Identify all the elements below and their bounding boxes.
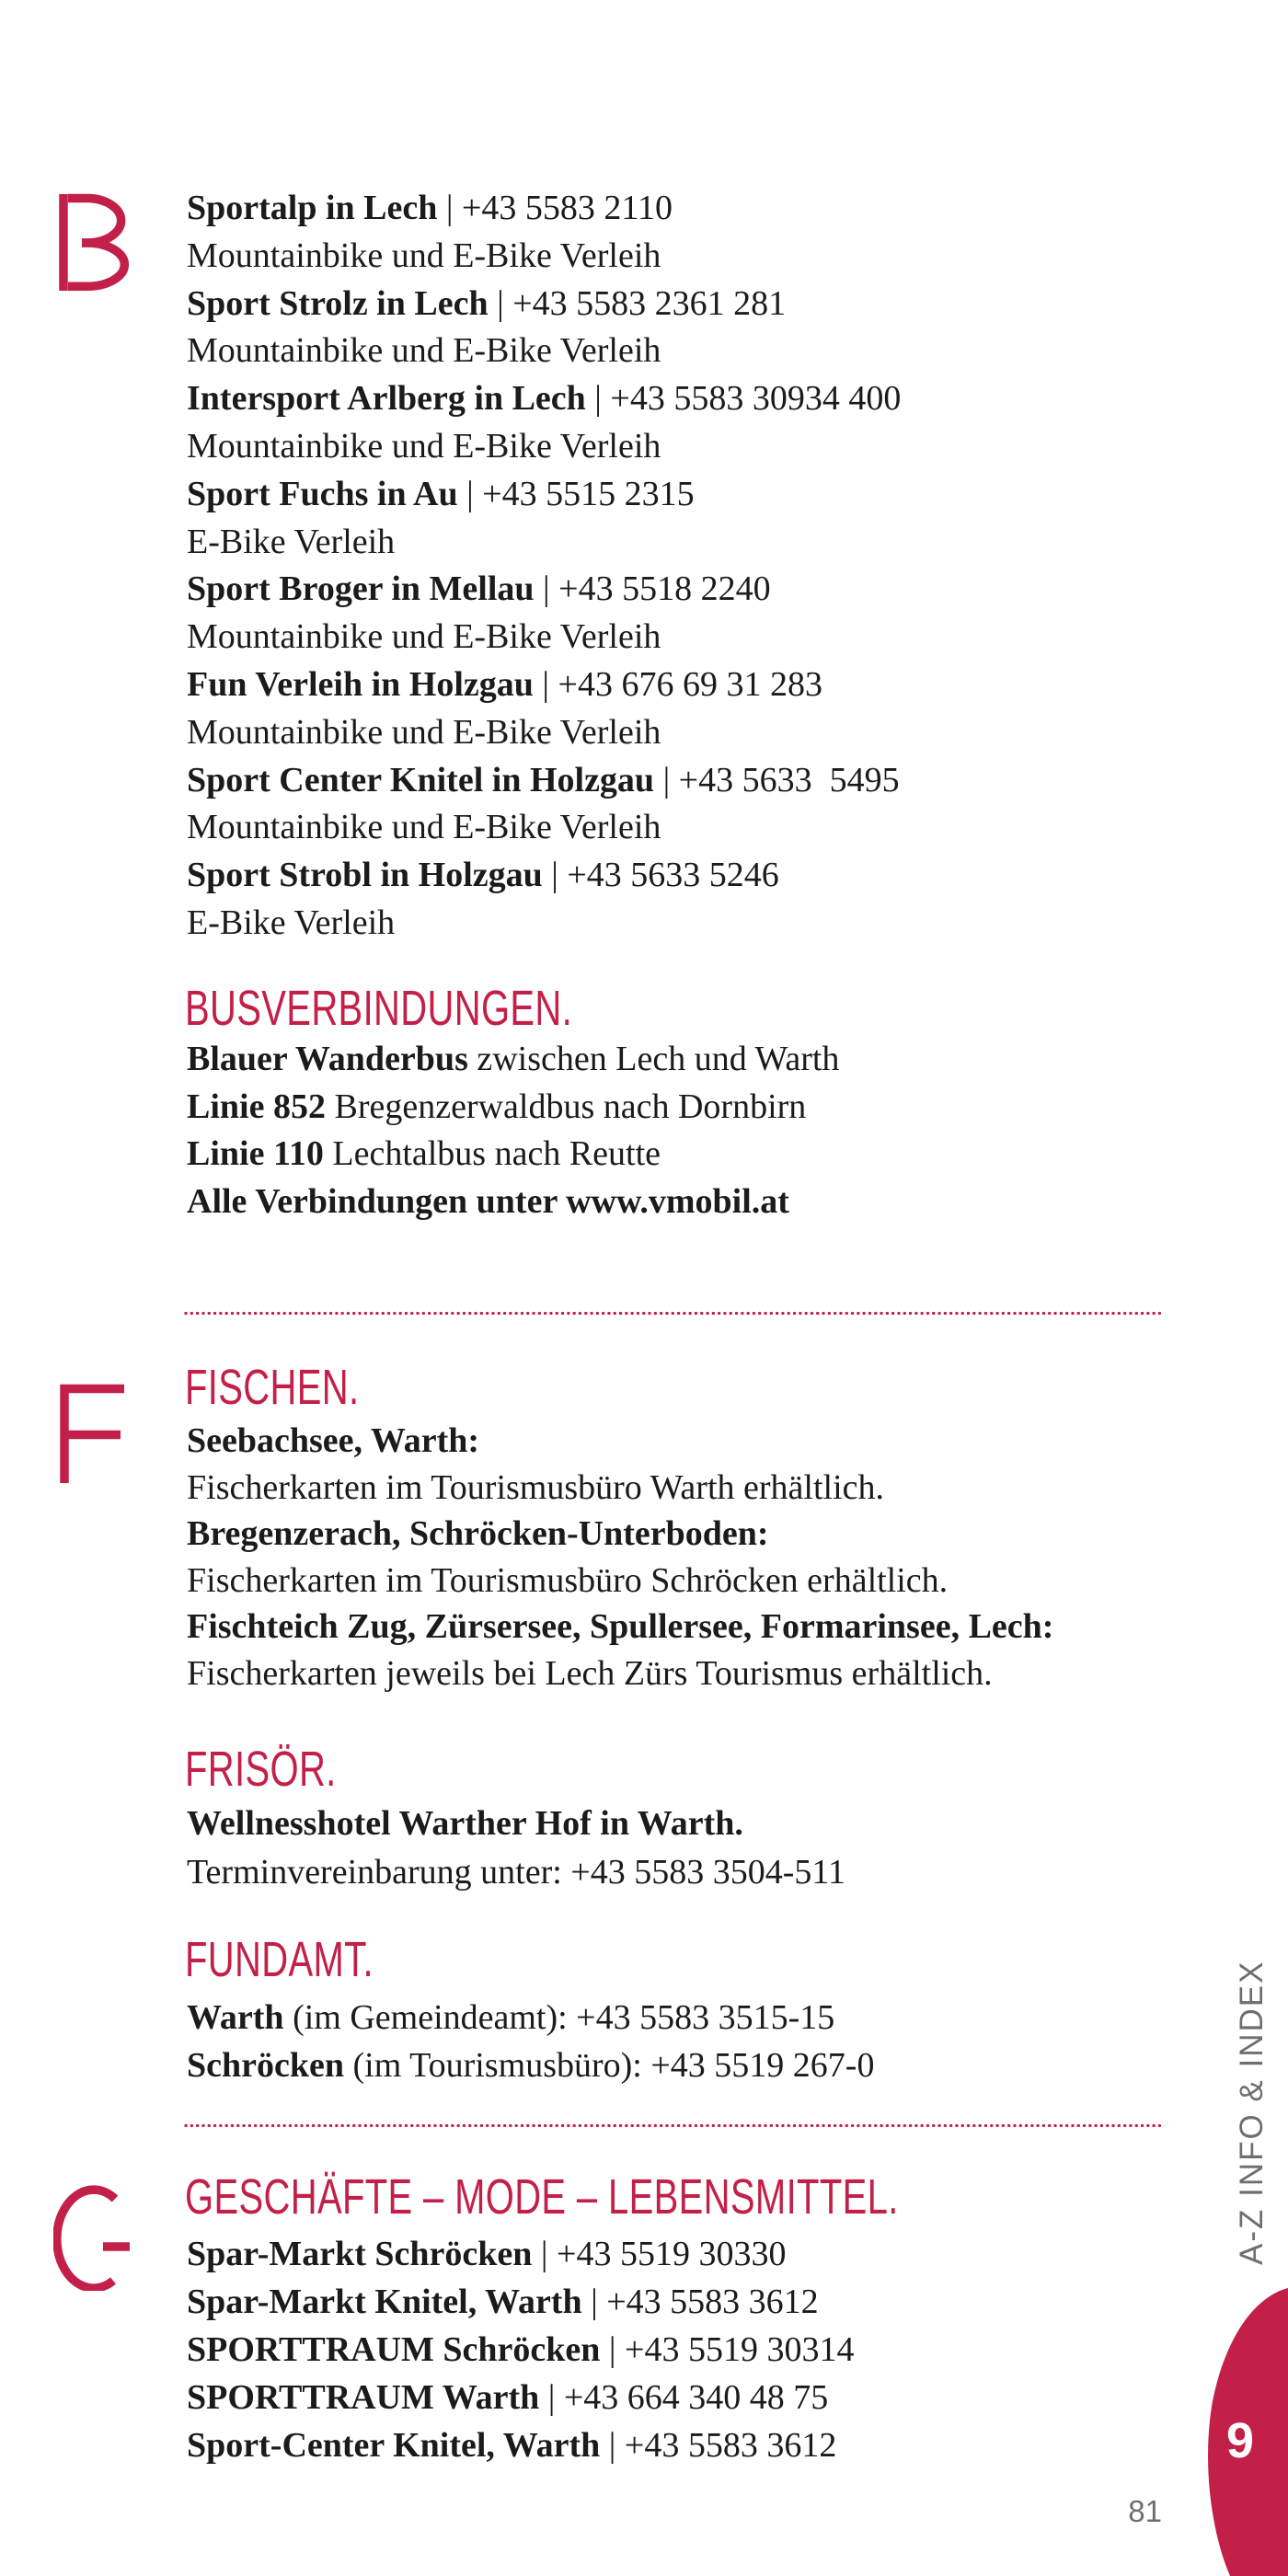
entry-name: Blauer Wanderbus	[187, 1040, 468, 1078]
entry-name: Alle Verbindungen unter www.vmobil.at	[187, 1182, 789, 1222]
page-number: 81	[1128, 2494, 1162, 2528]
entry-detail: | +43 5519 30330	[532, 2235, 787, 2273]
section-frisor-entries	[187, 1800, 845, 1897]
entry-line	[187, 375, 901, 423]
entry-detail: | +43 5583 3612	[600, 2426, 837, 2465]
heading-fischen: FISCHEN.	[185, 1360, 360, 1415]
entry-name: Linie 852	[187, 1087, 326, 1126]
entry-line	[187, 1179, 839, 1226]
entry-line	[187, 1800, 845, 1848]
side-label: A-Z INFO & INDEX	[1234, 1960, 1270, 2265]
entry-detail: Bregenzerwaldbus nach Dornbirn	[325, 1087, 807, 1126]
entry-name: Bregenzerach, Schröcken-Unterboden:	[187, 1514, 769, 1553]
entry-name: Sport Broger in Mellau	[187, 569, 535, 609]
entry-name: Warth	[187, 1998, 284, 2037]
entry-name: Seebachsee, Warth:	[187, 1421, 480, 1460]
entry-name: Spar-Markt Schröcken	[187, 2235, 533, 2273]
entry-detail: Mountainbike und E-Bike Verleih	[187, 236, 661, 275]
entry-detail: Terminvereinbarung unter: +43 5583 3504-511	[187, 1853, 845, 1892]
entry-name: Sport Center Knitel in Holzgau	[187, 760, 655, 799]
entry-detail: | +43 5583 3612	[581, 2283, 819, 2321]
entry-line	[187, 233, 901, 281]
entry-name: Spar-Markt Knitel, Warth	[187, 2283, 582, 2321]
dotted-divider	[184, 2122, 1165, 2129]
heading-geschaefte: GESCHÄFTE – MODE – LEBENSMITTEL.	[185, 2169, 899, 2225]
entry-line	[187, 614, 901, 661]
entry-detail: E-Bike Verleih	[187, 522, 396, 561]
entry-line	[187, 1131, 839, 1179]
entry-detail: Mountainbike und E-Bike Verleih	[187, 617, 661, 657]
entry-detail: (im Tourismusbüro): +43 5519 267-0	[344, 2046, 875, 2085]
entry-name: Fun Verleih in Holzgau	[187, 664, 534, 704]
entry-line	[187, 804, 901, 852]
entry-detail: (im Gemeindeamt): +43 5583 3515-15	[283, 1998, 835, 2037]
entry-detail: | +43 5583 2361 281	[488, 283, 787, 323]
entry-detail: | +43 5519 30314	[600, 2330, 855, 2369]
entry-detail: | +43 5583 30934 400	[585, 379, 902, 419]
section-bus-entries	[187, 1036, 839, 1226]
entry-line	[187, 566, 901, 614]
entry-line	[187, 1848, 845, 1897]
entry-line	[187, 1604, 1053, 1650]
entry-name: Sport Fuchs in Au	[187, 474, 458, 513]
entry-line	[187, 2041, 874, 2089]
entry-line	[187, 1084, 839, 1132]
section-letter-f-glyph	[55, 1380, 129, 1486]
entry-line	[187, 900, 901, 948]
entry-name: Sport Strobl in Holzgau	[187, 856, 543, 895]
dotted-divider	[184, 1310, 1165, 1317]
entry-line	[187, 757, 901, 805]
entry-detail: | +43 5518 2240	[534, 569, 771, 609]
entry-line	[187, 2374, 854, 2421]
entry-line	[187, 2326, 854, 2374]
entry-line	[187, 852, 901, 900]
entry-detail: Mountainbike und E-Bike Verleih	[187, 331, 661, 371]
entry-detail: Fischerkarten im Tourismusbüro Schröcken erhältlich.	[187, 1560, 949, 1600]
entry-name: Intersport Arlberg in Lech	[187, 379, 586, 419]
entry-line	[187, 185, 901, 233]
entry-name: Schröcken	[187, 2046, 344, 2085]
entry-detail: | +43 5633 5246	[542, 856, 779, 895]
entry-line	[187, 281, 901, 328]
entry-line	[187, 471, 901, 519]
section-b-entries	[187, 185, 901, 948]
entry-detail: Mountainbike und E-Bike Verleih	[187, 712, 661, 752]
section-f-entries	[187, 1418, 1053, 1696]
entry-line	[187, 1036, 839, 1084]
entry-line	[187, 1558, 1053, 1604]
heading-fundamt: FUNDAMT.	[185, 1932, 374, 1987]
entry-line	[187, 519, 901, 567]
section-letter-b	[55, 189, 138, 294]
section-letter-g-glyph	[53, 2185, 136, 2291]
entry-detail: Mountainbike und E-Bike Verleih	[187, 426, 661, 466]
entry-line	[187, 709, 901, 757]
entry-line	[187, 328, 901, 375]
entry-detail: Fischerkarten jeweils bei Lech Zürs Tourismus erhältlich.	[187, 1653, 993, 1693]
section-letter-b-glyph	[55, 189, 138, 294]
entry-line	[187, 661, 901, 709]
entry-name: Linie 110	[187, 1134, 324, 1174]
entry-line	[187, 2278, 854, 2326]
entry-line	[187, 1650, 1053, 1697]
entry-detail: | +43 5515 2315	[457, 474, 695, 513]
entry-name: SPORTTRAUM Warth	[187, 2378, 540, 2417]
entry-line	[187, 2230, 854, 2278]
entry-name: Sport-Center Knitel, Warth	[187, 2426, 601, 2465]
entry-name: Sport Strolz in Lech	[187, 283, 489, 323]
entry-detail: | +43 676 69 31 283	[533, 664, 822, 704]
entry-line	[187, 1418, 1053, 1465]
entry-line	[187, 423, 901, 471]
entry-name: Wellnesshotel Warther Hof in Warth.	[187, 1804, 743, 1843]
section-letter-f	[55, 1380, 129, 1486]
entry-detail: | +43 5583 2110	[437, 189, 673, 227]
entry-name: SPORTTRAUM Schröcken	[187, 2330, 601, 2369]
entry-detail: Lechtalbus nach Reutte	[323, 1134, 661, 1174]
heading-busverbindungen: BUSVERBINDUNGEN.	[185, 981, 573, 1036]
section-g-entries	[187, 2230, 854, 2469]
entry-line	[187, 2421, 854, 2469]
entry-detail: | +43 5633 5495	[654, 760, 900, 799]
entry-detail: Fischerkarten im Tourismusbüro Warth erhältlich.	[187, 1467, 884, 1507]
entry-name: Fischteich Zug, Zürsersee, Spullersee, Formarinsee, Lech:	[187, 1607, 1054, 1646]
entry-detail: Mountainbike und E-Bike Verleih	[187, 808, 661, 847]
entry-line	[187, 1994, 874, 2041]
entry-line	[187, 1511, 1053, 1558]
entry-detail: | +43 664 340 48 75	[539, 2378, 829, 2417]
chapter-badge: 9	[1225, 2413, 1255, 2468]
entry-detail: zwischen Lech und Warth	[467, 1040, 840, 1078]
entry-detail: E-Bike Verleih	[187, 903, 396, 942]
heading-frisoer: FRISÖR.	[185, 1742, 337, 1797]
entry-line	[187, 1465, 1053, 1512]
section-fundamt-entries	[187, 1994, 874, 2089]
section-letter-g	[53, 2185, 136, 2291]
entry-name: Sportalp in Lech	[187, 189, 438, 227]
